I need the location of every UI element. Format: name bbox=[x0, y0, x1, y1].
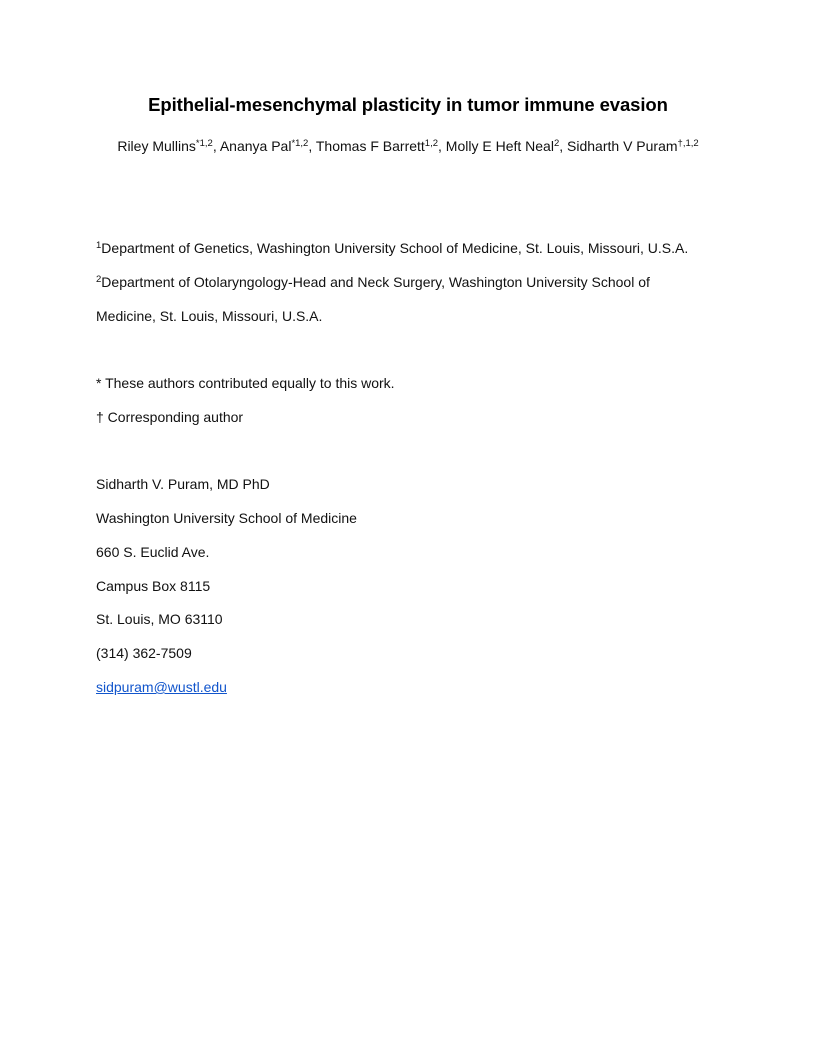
author-list bbox=[0, 137, 816, 155]
author-name: Riley Mullins bbox=[117, 138, 196, 154]
contact-street: 660 S. Euclid Ave. bbox=[96, 544, 210, 560]
author-marks: 2 bbox=[553, 138, 560, 149]
affiliation-2-continued: Medicine, St. Louis, Missouri, U.S.A. bbox=[96, 308, 323, 324]
affiliation-1 bbox=[96, 239, 688, 257]
contact-box: Campus Box 8115 bbox=[96, 578, 211, 594]
author-name: Thomas F Barrett bbox=[315, 138, 425, 154]
contact-phone: (314) 362-7509 bbox=[96, 645, 192, 661]
equal-contribution-note: * These authors contributed equally to this work. bbox=[96, 375, 395, 391]
affiliation-2 bbox=[96, 273, 650, 291]
corresponding-author-note: † Corresponding author bbox=[96, 409, 244, 425]
author-marks: *1,2 bbox=[195, 138, 213, 149]
author-marks: †,1,2 bbox=[677, 138, 699, 149]
contact-city: St. Louis, MO 63110 bbox=[96, 611, 223, 627]
affiliation-mark: 1 bbox=[96, 240, 102, 251]
author-name: Ananya Pal bbox=[219, 138, 292, 154]
affiliation-mark: 2 bbox=[96, 274, 102, 285]
paper-title: Epithelial-mesenchymal plasticity in tumor immune evasion bbox=[148, 94, 668, 115]
contact-institution: Washington University School of Medicine bbox=[96, 510, 357, 526]
affiliation-text: Department of Otolaryngology-Head and Neck Surgery, Washington University School of bbox=[101, 274, 650, 290]
contact-name: Sidharth V. Puram, MD PhD bbox=[96, 476, 270, 492]
author-separator: , bbox=[308, 138, 316, 154]
author-separator: , bbox=[559, 138, 568, 154]
author-marks: *1,2 bbox=[291, 138, 309, 149]
contact-email-link[interactable]: sidpuram@wustl.edu bbox=[96, 679, 227, 695]
author-marks: 1,2 bbox=[424, 138, 439, 149]
author-separator: , bbox=[212, 138, 220, 154]
author-separator: , bbox=[438, 138, 446, 154]
affiliation-text: Department of Genetics, Washington University School of Medicine, St. Louis, Missouri, U.S.A. bbox=[101, 240, 689, 256]
author-name: Molly E Heft Neal bbox=[445, 138, 554, 154]
author-name: Sidharth V Puram bbox=[567, 138, 678, 154]
